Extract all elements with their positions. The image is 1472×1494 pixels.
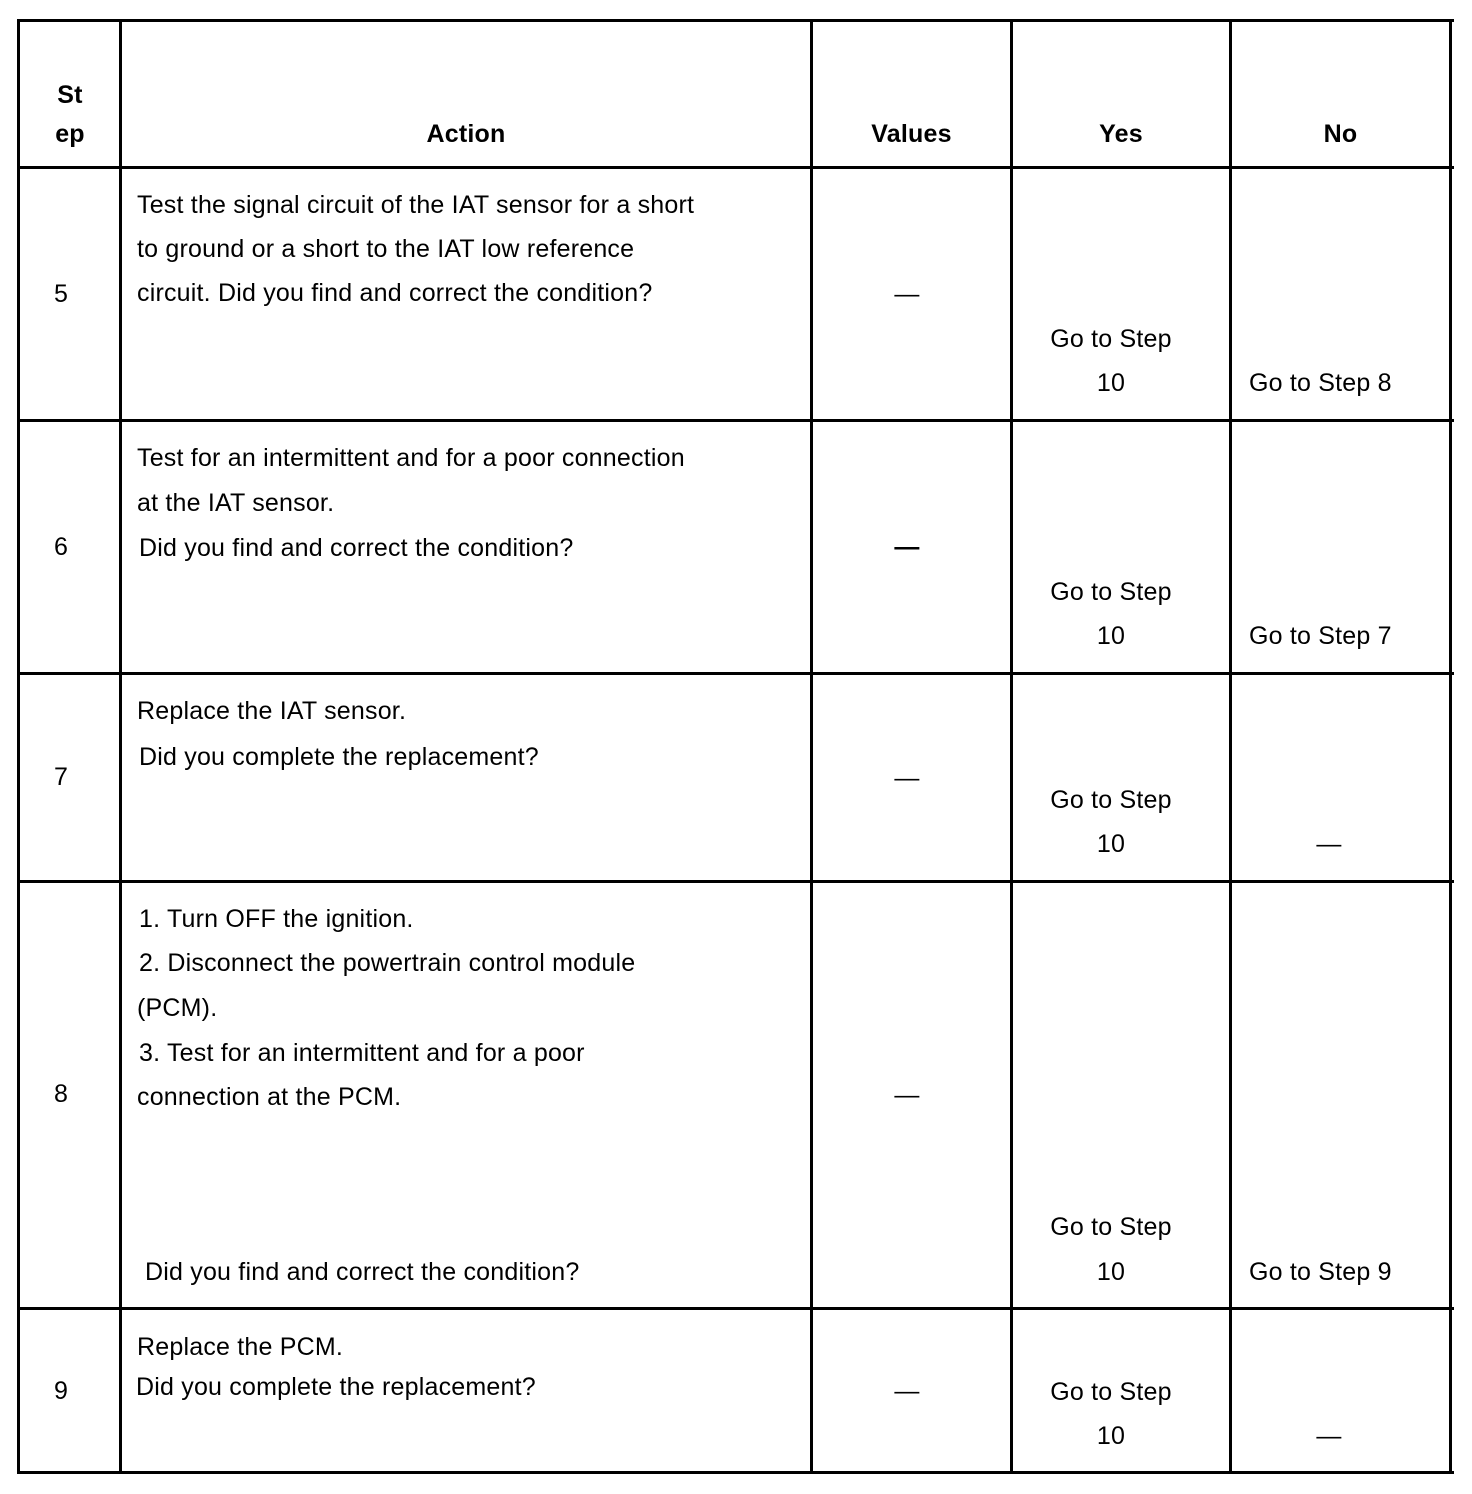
header-step bbox=[20, 76, 120, 154]
row-divider bbox=[17, 880, 1454, 883]
row-divider bbox=[17, 1307, 1454, 1310]
yes-link[interactable]: Go to Step bbox=[1050, 578, 1172, 606]
action-line: to ground or a short to the IAT low reference bbox=[137, 235, 635, 263]
action-line: Replace the IAT sensor. bbox=[137, 697, 407, 725]
step-number: 8 bbox=[53, 1080, 69, 1108]
header-values: Values bbox=[871, 120, 952, 148]
header-divider bbox=[17, 166, 1454, 169]
table-border-left bbox=[17, 21, 20, 1474]
yes-link-step[interactable]: 10 bbox=[1096, 622, 1126, 650]
action-line: circuit. Did you find and correct the condition? bbox=[137, 279, 653, 307]
yes-link-step[interactable]: 10 bbox=[1096, 830, 1126, 858]
action-line: at the IAT sensor. bbox=[137, 489, 335, 517]
header-action: Action bbox=[426, 120, 506, 148]
action-line: (PCM). bbox=[137, 994, 218, 1022]
column-divider-step bbox=[119, 21, 122, 1474]
action-line: 1. Turn OFF the ignition. bbox=[139, 905, 414, 933]
yes-link[interactable]: Go to Step bbox=[1050, 786, 1172, 814]
header-step-line1: St bbox=[57, 81, 83, 109]
action-line: 3. Test for an intermittent and for a poor bbox=[139, 1039, 585, 1067]
yes-link[interactable]: Go to Step bbox=[1050, 1378, 1172, 1406]
column-divider-yes bbox=[1229, 21, 1232, 1474]
action-question: Did you find and correct the condition? bbox=[145, 1258, 580, 1286]
values-cell: — bbox=[894, 280, 920, 308]
yes-link-step[interactable]: 10 bbox=[1096, 369, 1126, 397]
yes-link-step[interactable]: 10 bbox=[1096, 1422, 1126, 1450]
table-border-bottom bbox=[17, 1471, 1454, 1474]
action-line: Did you find and correct the condition? bbox=[139, 534, 574, 562]
values-cell: — bbox=[894, 1377, 920, 1405]
table-border-right bbox=[1449, 21, 1452, 1474]
no-link[interactable]: Go to Step 8 bbox=[1249, 369, 1392, 397]
header-yes: Yes bbox=[1099, 120, 1143, 148]
values-cell: — bbox=[894, 533, 920, 561]
table-border-top bbox=[17, 19, 1454, 22]
no-link[interactable]: Go to Step 7 bbox=[1249, 622, 1392, 650]
step-number: 6 bbox=[53, 533, 69, 561]
yes-link[interactable]: Go to Step bbox=[1050, 1213, 1172, 1241]
action-line: Test the signal circuit of the IAT sensor for a short bbox=[137, 191, 695, 219]
values-cell: — bbox=[894, 764, 920, 792]
row-divider bbox=[17, 672, 1454, 675]
step-number: 9 bbox=[53, 1377, 69, 1405]
header-no: No bbox=[1323, 120, 1358, 148]
action-line: Replace the PCM. bbox=[137, 1333, 344, 1361]
values-cell: — bbox=[894, 1081, 920, 1109]
yes-link[interactable]: Go to Step bbox=[1050, 325, 1172, 353]
column-divider-action bbox=[810, 21, 813, 1474]
step-number: 5 bbox=[53, 280, 69, 308]
no-cell: — bbox=[1316, 1422, 1342, 1450]
no-link[interactable]: Go to Step 9 bbox=[1249, 1258, 1392, 1286]
action-line: 2. Disconnect the powertrain control module bbox=[139, 949, 636, 977]
row-divider bbox=[17, 419, 1454, 422]
action-line: Test for an intermittent and for a poor connection bbox=[137, 444, 685, 472]
action-line: Did you complete the replacement? bbox=[139, 743, 539, 771]
action-line: connection at the PCM. bbox=[137, 1083, 402, 1111]
no-cell: — bbox=[1316, 830, 1342, 858]
action-line: Did you complete the replacement? bbox=[136, 1373, 536, 1401]
yes-link-step[interactable]: 10 bbox=[1096, 1258, 1126, 1286]
step-number: 7 bbox=[53, 763, 69, 791]
header-step-line2: ep bbox=[55, 120, 85, 148]
